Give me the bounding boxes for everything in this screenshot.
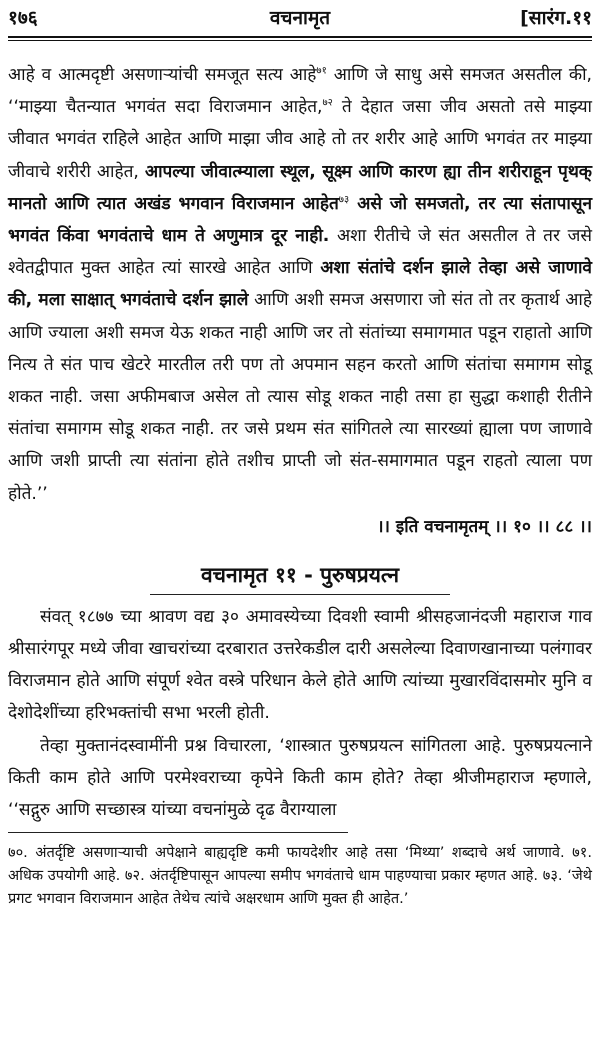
bold-text-run: अशा संतांचे दर्शन झाले तेव्हा असे जाणावे की, मला साक्षात् भगवंताचे दर्शन झाले [8,258,592,311]
text-run: ते देहात जसा जीव असतो तसे माझ्या जीवात भगवंत राहिले आहेत आणि माझा जीव आहे तो तर शरीर आहे आणि भगवंत तर माझ्या जीवाचे शरीरी आहेत, [8,97,592,182]
section-heading-rule [150,594,450,595]
footnote-rule [8,832,348,833]
paragraph-intro: संवत् १८७७ च्या श्रावण वद्य ३० अमावस्येच्या दिवशी स्वामी श्रीसहजानंदजी महाराज गाव श्रीसारंगपूर मध्ये जीवा खाचरांच्या दरबारात उत्तरेकडील दारी असलेल्या दिवाणखानाच्या पलंगावर विराजमान होते आणि संपूर्ण श्वेत वस्त्रे परिधान केले होते आणि त्यांच्या मुखारविंदासमोर मुनि व देशोदेशींच्या हरिभक्तांची सभा भरली होती. [8,606,592,724]
bold-text-run: आपल्या जीवात्म्याला स्थूल, सूक्ष्म आणि कारण ह्या तीन शरीराहून पृथक् मानतो आणि त्यात अखंड भगवान विराजमान आहेत [8,161,592,214]
bold-text-run: असे जो समजतो, तर त्या संतापासून भगवंत किंवा भगवंताचे धाम ते अणुमात्र दूर नाही. [8,193,592,247]
text-run: आहे व आत्मदृष्टी असणाऱ्यांची समजूत सत्य आहे [8,65,317,85]
section-reference: [सारंग.११ [520,7,592,29]
running-title: वचनामृत [269,7,331,29]
page-header [8,4,592,32]
text-run: आणि अशी समज असणारा जो संत तो तर कृतार्थ आहे आणि ज्याला अशी समज येऊ शकत नाही आणि जर तो संतांच्या समागमात पडून राहातो आणि नित्य ते संत पाच खेटरे मारतील तरी पण तो अपमान सहन करतो आणि संतांचा समागम सोडू शकत नाही. जसा अफीमबाज असेल तो त्यास सोडू शकत नाही तसा हा सुद्धा कशाही रीतीने संतांचा समागम सोडू शकत नाही. तर जसे प्रथम संत सांगितले त्या सारख्यां ह्याला पण जाणावे आणि जशी प्राप्ती त्या संतांना होते तशीच प्राप्ती जो संत-समागमात पडून राहतो त्याला पण होते.’’ [8,290,592,504]
page-number: १७६ [8,7,38,29]
header-rule [8,36,592,41]
footnote-ref: ७३ [338,194,350,206]
footnotes: ७०. अंतर्दृष्टि असणाऱ्याची अपेक्षाने बाह्यदृष्टि कमी फायदेशीर आहे तसा ‘मिथ्या’ शब्दाचे अर्थ जाणावे. ७१. अधिक उपयोगी आहे. ७२. अंतर्दृष्टिपासून आपल्या समीप भगवंताचे धाम पाहण्याचा प्रकार म्हणत आहे. ७३. ‘जेथे प्रगट भगवान विराजमान आहेत तेथेच त्यांचे अक्षरधाम आणि मुक्त ही आहेत.’ [8,844,592,908]
footnote-ref: ७१ [316,65,327,77]
footnote-ref: ७२ [322,97,333,109]
paragraph-question: तेव्हा मुक्तानंदस्वामींनी प्रश्न विचारला, ‘शास्त्रात पुरुषप्रयत्न सांगितला आहे. पुरुषप्रयत्नाने किती काम होते आणि परमेश्वराच्या कृपेने किती काम होते? तेव्हा श्रीजीमहाराज म्हणाले, ‘‘सद्गुरु आणि सच्छास्त्र यांच्या वचनांमुळे दृढ वैराग्याला [8,735,592,821]
end-marker: ।। इति वचनामृतम् ।। १० ।। ८८ ।। [377,516,592,537]
text-run: अशा रीतीचे जे संत असतील ते तर जसे श्वेतद्वीपात मुक्त आहेत त्यां सारखे आहेत आणि [8,226,592,279]
section-heading: वचनामृत ११ - पुरुषप्रयत्न [201,562,399,587]
paragraph-continuation [8,59,592,510]
text-run: आणि जे साधु असे समजत असतील की, ‘‘माझ्या चैतन्यात भगवंत सदा विराजमान आहेत, [8,65,592,118]
